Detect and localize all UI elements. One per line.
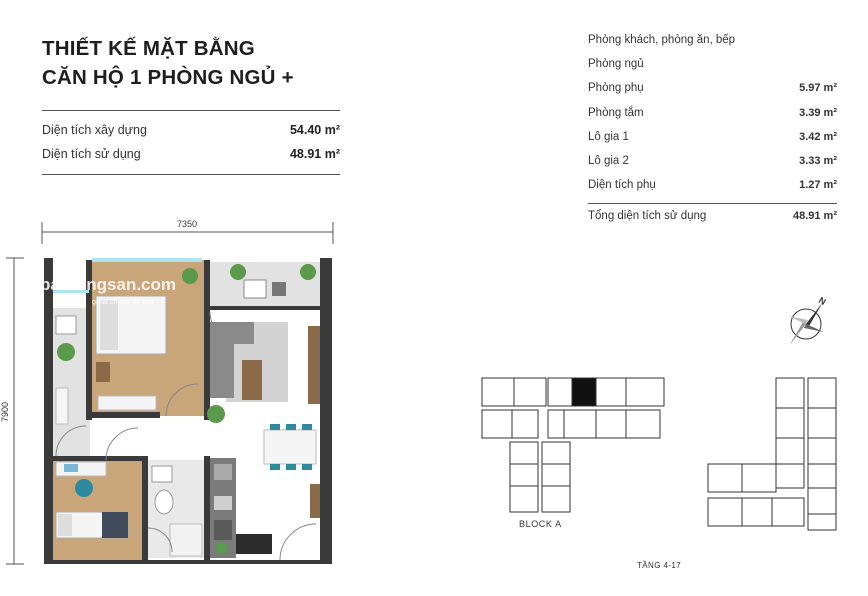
room-value: 3.33 m² (799, 154, 837, 167)
fridge (214, 464, 232, 480)
blanket (102, 512, 128, 538)
page-title (42, 34, 294, 92)
kitchen-sink (214, 496, 232, 510)
plant (216, 542, 228, 554)
pillow (58, 514, 72, 536)
room-label: Diện tích phụ (588, 179, 656, 192)
building-key-plan (476, 372, 846, 532)
room-row (588, 149, 837, 173)
desk (56, 462, 106, 476)
area-label: Diện tích xây dựng (42, 123, 147, 137)
dimension-width-label: 7350 (176, 219, 198, 229)
room-row (588, 28, 837, 52)
floor-plan (0, 214, 340, 574)
total-value: 48.91 m² (792, 210, 837, 222)
area-row-built (42, 118, 340, 142)
block-a (482, 378, 664, 512)
area-value: 54.40 m² (289, 123, 340, 137)
room-row (588, 125, 837, 149)
plant (300, 264, 316, 280)
room-label: Phòng khách, phòng ăn, bếp (588, 34, 736, 46)
plant (57, 343, 75, 361)
total-label: Tổng diện tích sử dụng (588, 210, 707, 222)
pillows (100, 300, 118, 350)
watermark-text: batdongsan.com (40, 275, 177, 294)
laptop (64, 464, 78, 472)
room-value: 3.42 m² (799, 130, 837, 143)
wardrobe (98, 396, 156, 410)
room-area-list (588, 28, 837, 197)
room-row (588, 101, 837, 125)
shoe-cabinet (310, 484, 320, 518)
dimension-height-label: 7900 (0, 401, 10, 423)
room-label: Phòng tắm (588, 106, 644, 119)
svg-text:N: N (817, 295, 828, 307)
cooktop (214, 520, 232, 540)
area-value: 48.91 m² (289, 147, 340, 161)
room-value: 5.97 m² (799, 82, 837, 95)
toilet (155, 490, 173, 514)
sofa-arm (210, 322, 254, 344)
dishwasher (236, 534, 272, 554)
room-row (588, 173, 837, 197)
area-row-usable (42, 142, 340, 166)
dining-table (264, 430, 316, 464)
room-label: Phòng ngủ (588, 58, 644, 71)
coffee-table (242, 360, 262, 400)
nightstand (96, 362, 110, 382)
block-b (708, 378, 836, 530)
area-label: Diện tích sử dụng (42, 147, 141, 161)
shower (170, 524, 202, 556)
room-row (588, 52, 837, 76)
chair (75, 479, 93, 497)
floor-label: TẦNG 4-17 (637, 561, 682, 570)
title-line-1: THIẾT KẾ MẶT BẰNG (42, 37, 255, 60)
total-usable-area (588, 203, 837, 222)
block-label: BLOCK A (519, 519, 562, 529)
highlighted-unit (572, 378, 596, 406)
room-label: Phòng phụ (588, 82, 644, 95)
tv-console (308, 326, 320, 404)
room-row (588, 76, 837, 100)
stool (272, 282, 286, 296)
north-compass-icon (784, 292, 832, 344)
room-label: Lô gia 2 (588, 154, 629, 167)
washing-machine (244, 280, 266, 298)
title-line-2: CĂN HỘ 1 PHÒNG NGỦ + (42, 66, 294, 89)
plant (182, 268, 198, 284)
washer (56, 316, 76, 334)
room-label: Lô gia 1 (588, 130, 629, 143)
plant (207, 405, 225, 423)
area-summary (42, 110, 340, 175)
sink (152, 466, 172, 482)
room-value: 3.39 m² (799, 106, 837, 119)
plant (230, 264, 246, 280)
shelf (56, 388, 68, 424)
window (92, 258, 202, 262)
room-value: 1.27 m² (799, 179, 837, 192)
watermark-tagline: great choice for you (92, 299, 154, 306)
